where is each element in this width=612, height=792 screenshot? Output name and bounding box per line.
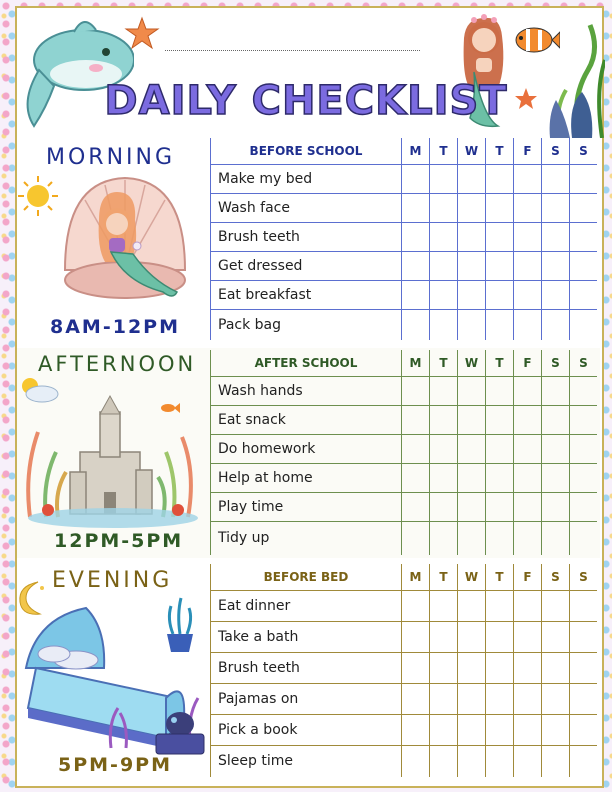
check-box[interactable]: [570, 715, 598, 746]
check-box[interactable]: [570, 310, 598, 340]
check-box[interactable]: [514, 622, 542, 653]
check-box[interactable]: [458, 435, 486, 464]
check-box[interactable]: [430, 165, 458, 194]
check-box[interactable]: [514, 493, 542, 522]
table-row: [211, 746, 598, 777]
day-header: S: [570, 564, 598, 591]
check-box[interactable]: [430, 464, 458, 493]
day-header: W: [458, 138, 486, 165]
morning-checklist: [210, 138, 597, 340]
task-label: Pajamas on: [211, 684, 402, 715]
table-row: [211, 310, 598, 340]
task-label: Help at home: [211, 464, 402, 493]
task-label: Pick a book: [211, 715, 402, 746]
check-box[interactable]: [486, 194, 514, 223]
check-box[interactable]: [542, 493, 570, 522]
task-label: Play time: [211, 493, 402, 522]
check-box[interactable]: [458, 715, 486, 746]
table-row: [211, 377, 598, 406]
task-label: Make my bed: [211, 165, 402, 194]
task-label: Wash hands: [211, 377, 402, 406]
table-row: [211, 252, 598, 281]
check-box[interactable]: [514, 591, 542, 622]
day-header: F: [514, 350, 542, 377]
task-label: Pack bag: [211, 310, 402, 340]
check-box[interactable]: [514, 310, 542, 340]
check-box[interactable]: [486, 591, 514, 622]
morning-time: 8AM-12PM: [50, 316, 180, 338]
check-box[interactable]: [570, 165, 598, 194]
check-box[interactable]: [570, 522, 598, 555]
day-header: T: [430, 138, 458, 165]
table-row: [211, 406, 598, 435]
check-box[interactable]: [486, 464, 514, 493]
table-header-row: [211, 564, 598, 591]
check-box[interactable]: [402, 377, 430, 406]
check-box[interactable]: [430, 281, 458, 310]
starfish-icon: [124, 16, 160, 52]
check-box[interactable]: [486, 377, 514, 406]
day-header: W: [458, 350, 486, 377]
check-box[interactable]: [570, 493, 598, 522]
task-label: Do homework: [211, 435, 402, 464]
day-header: M: [402, 138, 430, 165]
check-box[interactable]: [542, 194, 570, 223]
table-row: [211, 223, 598, 252]
check-box[interactable]: [402, 715, 430, 746]
check-box[interactable]: [458, 281, 486, 310]
check-box[interactable]: [458, 377, 486, 406]
check-box[interactable]: [486, 281, 514, 310]
check-box[interactable]: [542, 281, 570, 310]
check-box[interactable]: [458, 464, 486, 493]
check-box[interactable]: [402, 746, 430, 777]
check-box[interactable]: [458, 591, 486, 622]
check-box[interactable]: [570, 653, 598, 684]
check-box[interactable]: [542, 653, 570, 684]
check-box[interactable]: [514, 252, 542, 281]
table-row: [211, 591, 598, 622]
morning-header: BEFORE SCHOOL: [211, 138, 402, 165]
check-box[interactable]: [514, 653, 542, 684]
task-label: Get dressed: [211, 252, 402, 281]
check-box[interactable]: [430, 493, 458, 522]
check-box[interactable]: [458, 252, 486, 281]
check-box[interactable]: [430, 622, 458, 653]
page-title: DAILY CHECKLIST: [104, 78, 508, 124]
night-lamp-icon: [150, 708, 210, 756]
check-box[interactable]: [570, 464, 598, 493]
check-box[interactable]: [430, 715, 458, 746]
table-row: [211, 522, 598, 555]
check-box[interactable]: [514, 684, 542, 715]
check-box[interactable]: [430, 223, 458, 252]
check-box[interactable]: [430, 252, 458, 281]
check-box[interactable]: [430, 522, 458, 555]
day-header: T: [430, 350, 458, 377]
check-box[interactable]: [402, 464, 430, 493]
table-row: [211, 464, 598, 493]
morning-label: MORNING: [46, 145, 176, 170]
task-label: Eat breakfast: [211, 281, 402, 310]
table-row: [211, 281, 598, 310]
check-box[interactable]: [402, 223, 430, 252]
check-box[interactable]: [458, 310, 486, 340]
name-line[interactable]: [165, 50, 420, 51]
check-box[interactable]: [402, 591, 430, 622]
check-box[interactable]: [542, 622, 570, 653]
afternoon-header: AFTER SCHOOL: [211, 350, 402, 377]
day-header: S: [570, 138, 598, 165]
table-row: [211, 653, 598, 684]
check-box[interactable]: [402, 653, 430, 684]
table-row: [211, 194, 598, 223]
check-box[interactable]: [570, 281, 598, 310]
check-box[interactable]: [430, 194, 458, 223]
check-box[interactable]: [402, 310, 430, 340]
check-box[interactable]: [402, 622, 430, 653]
check-box[interactable]: [514, 464, 542, 493]
check-box[interactable]: [486, 493, 514, 522]
check-box[interactable]: [402, 194, 430, 223]
check-box[interactable]: [542, 715, 570, 746]
check-box[interactable]: [458, 493, 486, 522]
check-box[interactable]: [514, 522, 542, 555]
check-box[interactable]: [402, 281, 430, 310]
day-header: T: [486, 350, 514, 377]
check-box[interactable]: [458, 522, 486, 555]
check-box[interactable]: [458, 165, 486, 194]
day-header: T: [486, 138, 514, 165]
check-box[interactable]: [430, 435, 458, 464]
check-box[interactable]: [514, 281, 542, 310]
check-box[interactable]: [514, 194, 542, 223]
check-box[interactable]: [458, 223, 486, 252]
check-box[interactable]: [458, 746, 486, 777]
check-box[interactable]: [430, 746, 458, 777]
check-box[interactable]: [402, 406, 430, 435]
check-box[interactable]: [402, 522, 430, 555]
evening-header: BEFORE BED: [211, 564, 402, 591]
check-box[interactable]: [486, 622, 514, 653]
task-label: Brush teeth: [211, 653, 402, 684]
afternoon-checklist: [210, 350, 597, 555]
check-box[interactable]: [486, 653, 514, 684]
check-box[interactable]: [570, 252, 598, 281]
evening-label: EVENING: [52, 568, 173, 593]
check-box[interactable]: [514, 377, 542, 406]
evening-checklist: [210, 564, 597, 777]
table-header-row: [211, 350, 598, 377]
check-box[interactable]: [514, 165, 542, 194]
check-box[interactable]: [542, 406, 570, 435]
coral-vase-icon: [155, 594, 205, 654]
check-box[interactable]: [570, 435, 598, 464]
check-box[interactable]: [486, 522, 514, 555]
check-box[interactable]: [430, 591, 458, 622]
check-box[interactable]: [570, 194, 598, 223]
day-header: T: [486, 564, 514, 591]
check-box[interactable]: [458, 406, 486, 435]
check-box[interactable]: [570, 684, 598, 715]
check-box[interactable]: [458, 653, 486, 684]
check-box[interactable]: [486, 310, 514, 340]
check-box[interactable]: [430, 310, 458, 340]
day-header: M: [402, 350, 430, 377]
check-box[interactable]: [430, 377, 458, 406]
shell-mermaid-icon: [55, 170, 195, 318]
evening-time: 5PM-9PM: [58, 754, 172, 776]
check-box[interactable]: [458, 194, 486, 223]
task-label: Eat dinner: [211, 591, 402, 622]
check-box[interactable]: [486, 715, 514, 746]
day-header: S: [542, 138, 570, 165]
check-box[interactable]: [486, 406, 514, 435]
check-box[interactable]: [570, 746, 598, 777]
check-box[interactable]: [542, 591, 570, 622]
check-box[interactable]: [570, 622, 598, 653]
check-box[interactable]: [542, 464, 570, 493]
check-box[interactable]: [514, 435, 542, 464]
task-label: Brush teeth: [211, 223, 402, 252]
sun-icon: [16, 174, 60, 218]
day-header: S: [542, 350, 570, 377]
table-header-row: [211, 138, 598, 165]
check-box[interactable]: [402, 684, 430, 715]
task-label: Sleep time: [211, 746, 402, 777]
table-row: [211, 715, 598, 746]
check-box[interactable]: [402, 435, 430, 464]
day-header: M: [402, 564, 430, 591]
check-box[interactable]: [486, 746, 514, 777]
check-box[interactable]: [430, 653, 458, 684]
check-box[interactable]: [486, 223, 514, 252]
check-box[interactable]: [402, 165, 430, 194]
check-box[interactable]: [542, 252, 570, 281]
check-box[interactable]: [542, 522, 570, 555]
check-box[interactable]: [542, 746, 570, 777]
check-box[interactable]: [486, 684, 514, 715]
check-box[interactable]: [514, 715, 542, 746]
check-box[interactable]: [514, 223, 542, 252]
task-label: Eat snack: [211, 406, 402, 435]
check-box[interactable]: [402, 493, 430, 522]
task-label: Wash face: [211, 194, 402, 223]
day-header: S: [570, 350, 598, 377]
day-header: W: [458, 564, 486, 591]
table-row: [211, 435, 598, 464]
check-box[interactable]: [570, 223, 598, 252]
check-box[interactable]: [458, 684, 486, 715]
check-box[interactable]: [542, 223, 570, 252]
check-box[interactable]: [570, 377, 598, 406]
task-label: Tidy up: [211, 522, 402, 555]
check-box[interactable]: [542, 377, 570, 406]
day-header: F: [514, 138, 542, 165]
check-box[interactable]: [486, 165, 514, 194]
check-box[interactable]: [514, 746, 542, 777]
check-box[interactable]: [570, 406, 598, 435]
check-box[interactable]: [542, 684, 570, 715]
check-box[interactable]: [402, 252, 430, 281]
check-box[interactable]: [458, 622, 486, 653]
small-fish-icon: [160, 402, 180, 414]
check-box[interactable]: [486, 435, 514, 464]
table-row: [211, 684, 598, 715]
table-row: [211, 622, 598, 653]
check-box[interactable]: [542, 310, 570, 340]
check-box[interactable]: [430, 684, 458, 715]
check-box[interactable]: [486, 252, 514, 281]
day-header: S: [542, 564, 570, 591]
day-header: T: [430, 564, 458, 591]
afternoon-label: AFTERNOON: [38, 352, 197, 376]
table-row: [211, 165, 598, 194]
table-row: [211, 493, 598, 522]
afternoon-time: 12PM-5PM: [54, 530, 184, 552]
task-label: Take a bath: [211, 622, 402, 653]
day-header: F: [514, 564, 542, 591]
check-box[interactable]: [542, 435, 570, 464]
check-box[interactable]: [570, 591, 598, 622]
check-box[interactable]: [430, 406, 458, 435]
check-box[interactable]: [514, 406, 542, 435]
check-box[interactable]: [542, 165, 570, 194]
